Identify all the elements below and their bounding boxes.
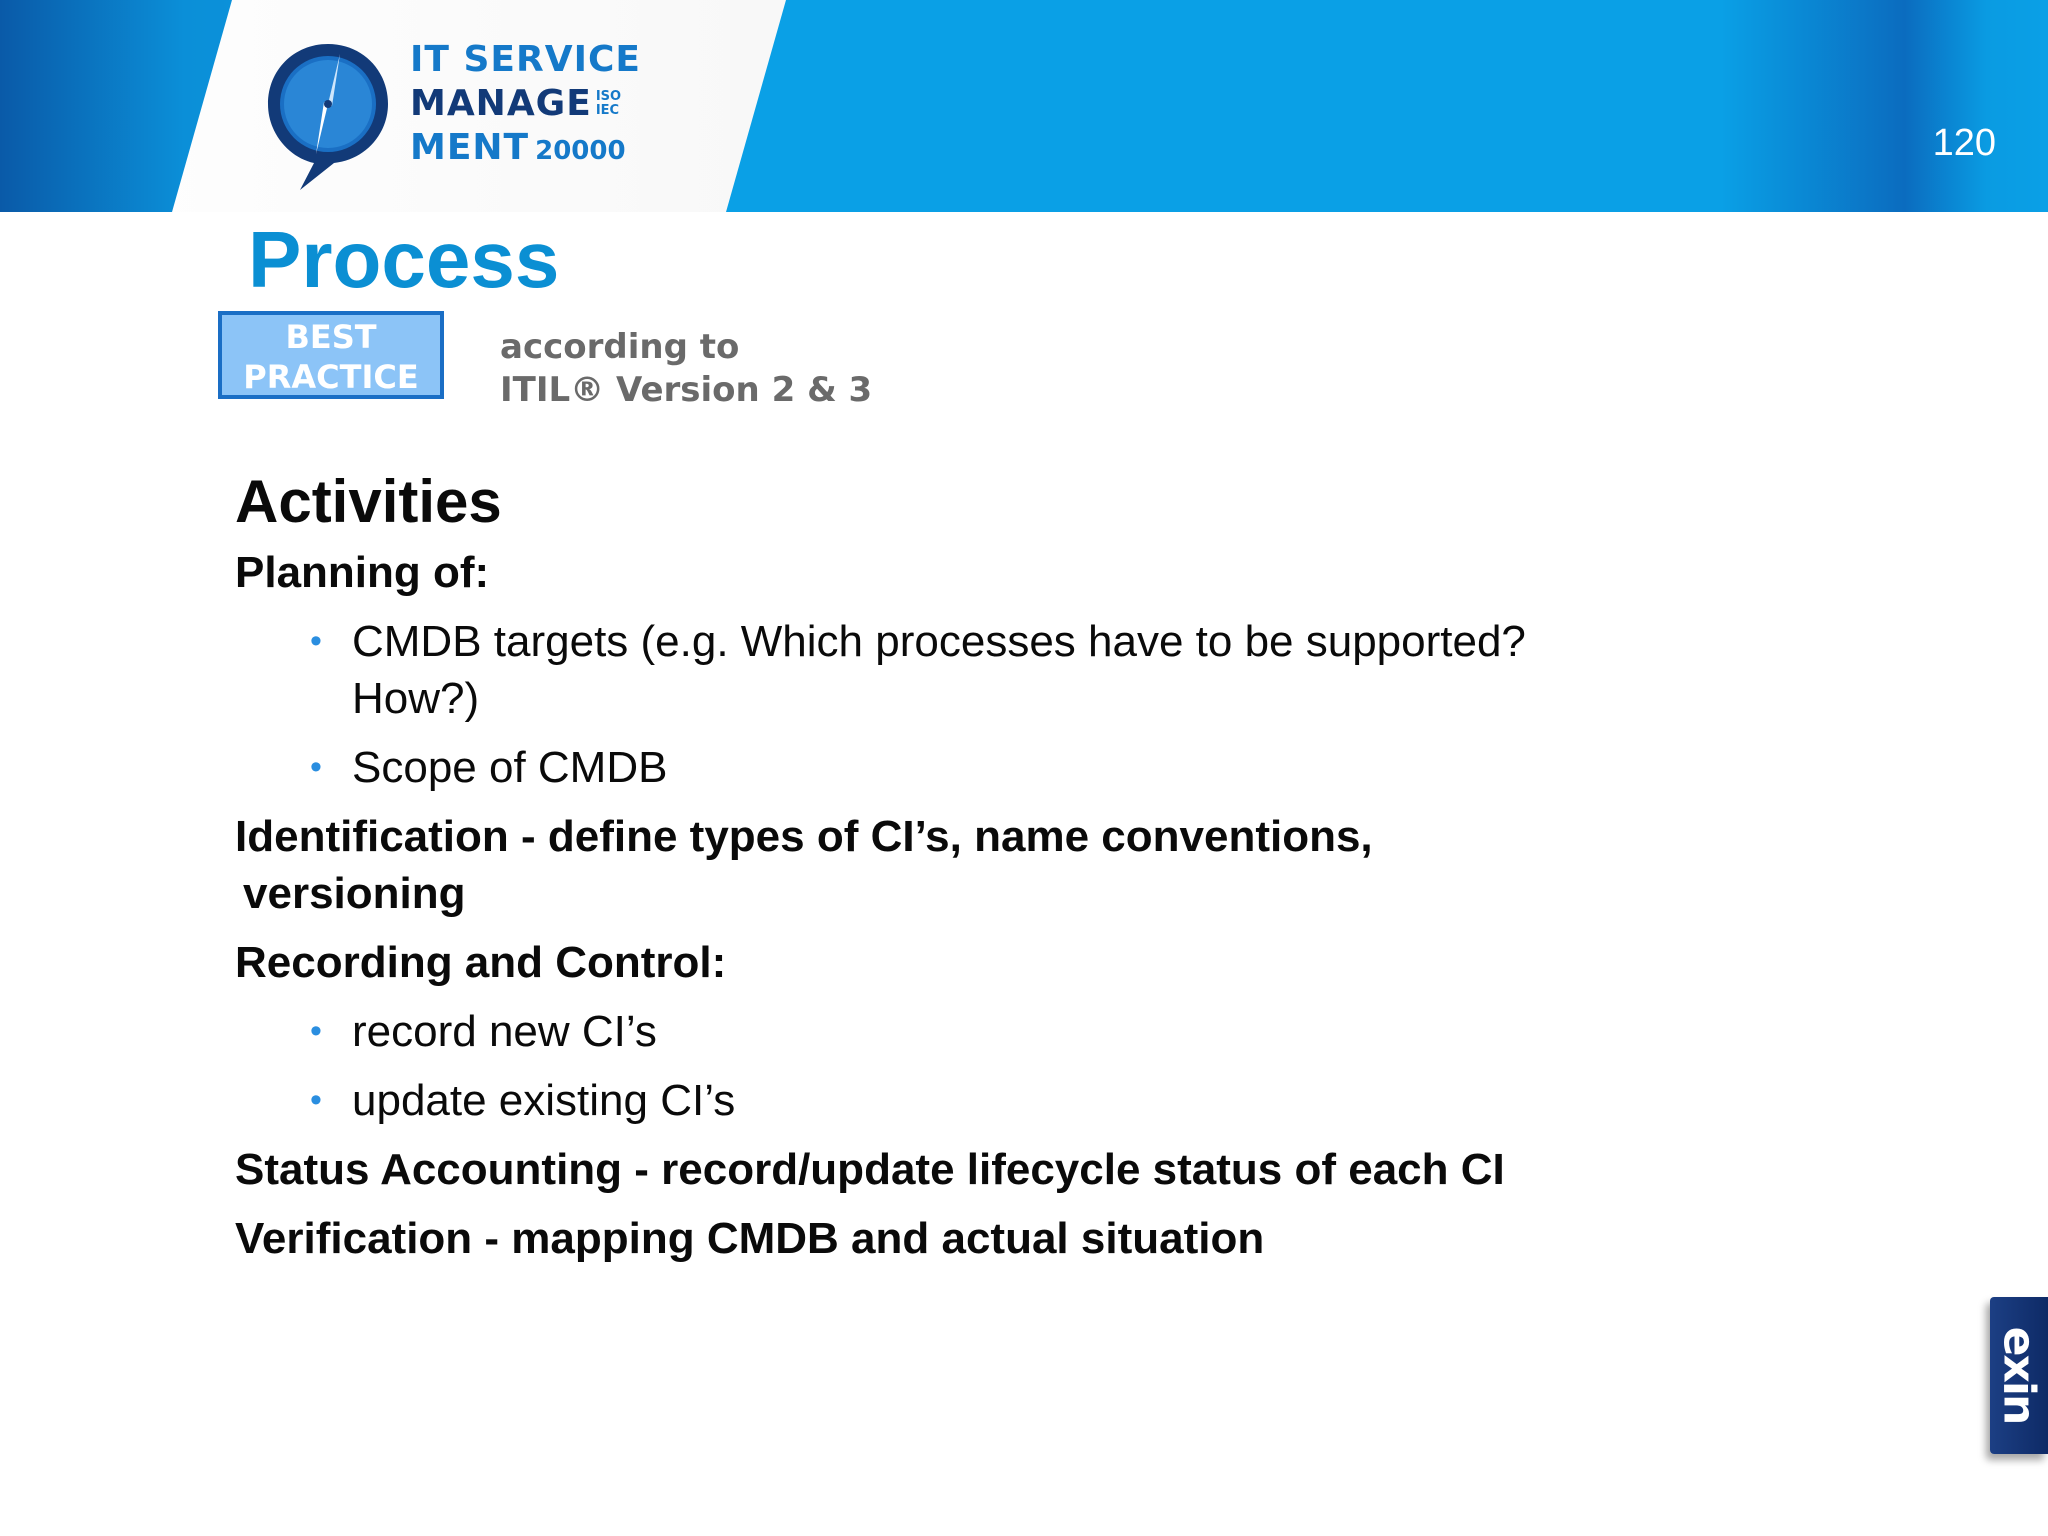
planning-list — [235, 613, 1735, 796]
list-item-text: update existing CI’s — [352, 1076, 736, 1125]
list-item-text: CMDB targets (e.g. Which processes have to be supported? How?) — [352, 617, 1526, 723]
recording-list — [235, 1003, 1735, 1129]
list-item-text: Scope of CMDB — [352, 743, 668, 792]
bullet-icon: • — [310, 748, 322, 786]
verification-item: Verification - mapping CMDB and actual situation — [235, 1214, 1265, 1263]
logo-line-3: MENT — [410, 127, 530, 168]
badge-line-1: BEST — [285, 318, 377, 356]
logo-standard-number: 20000 — [535, 136, 626, 166]
logo-iso-top: ISO — [595, 89, 622, 104]
list-item — [235, 739, 1735, 796]
list-item-text: record new CI’s — [352, 1007, 657, 1056]
best-practice-badge — [218, 311, 444, 399]
section-heading: Activities — [235, 468, 502, 535]
logo-line-2: MANAGE — [410, 83, 592, 124]
logo-line-1: IT SERVICE — [410, 39, 641, 80]
compass-pin-icon — [266, 42, 390, 192]
identification-line-1: Identification - define types of CI’s, name conventions, — [235, 812, 1373, 861]
identification-line-2: versioning — [243, 869, 466, 918]
status-accounting-item: Status Accounting - record/update lifecycle status of each CI — [235, 1145, 1505, 1194]
subtitle-line-1: according to — [500, 327, 740, 367]
bullet-icon: • — [310, 1081, 322, 1119]
exin-logo-text: exin — [1993, 1326, 2045, 1424]
badge-line-2: PRACTICE — [243, 358, 419, 396]
logo-wordmark — [410, 38, 641, 170]
exin-logo — [1990, 1297, 2048, 1454]
header-band — [0, 0, 2048, 212]
recording-label: Recording and Control: — [235, 938, 727, 987]
identification-item — [235, 808, 1735, 922]
list-item — [235, 1003, 1735, 1060]
list-item — [235, 613, 1735, 727]
planning-label: Planning of: — [235, 548, 490, 597]
page-number: 120 — [1932, 122, 1996, 164]
bullet-icon: • — [310, 622, 322, 660]
bullet-icon: • — [310, 1012, 322, 1050]
logo-iso-bottom: IEC — [595, 103, 620, 118]
logo-iso-mark — [596, 90, 621, 118]
subtitle — [500, 326, 872, 412]
list-item — [235, 1072, 1735, 1129]
subtitle-line-2: ITIL® Version 2 & 3 — [500, 370, 873, 410]
slide-content — [235, 466, 1735, 1279]
slide-title: Process — [248, 215, 560, 304]
